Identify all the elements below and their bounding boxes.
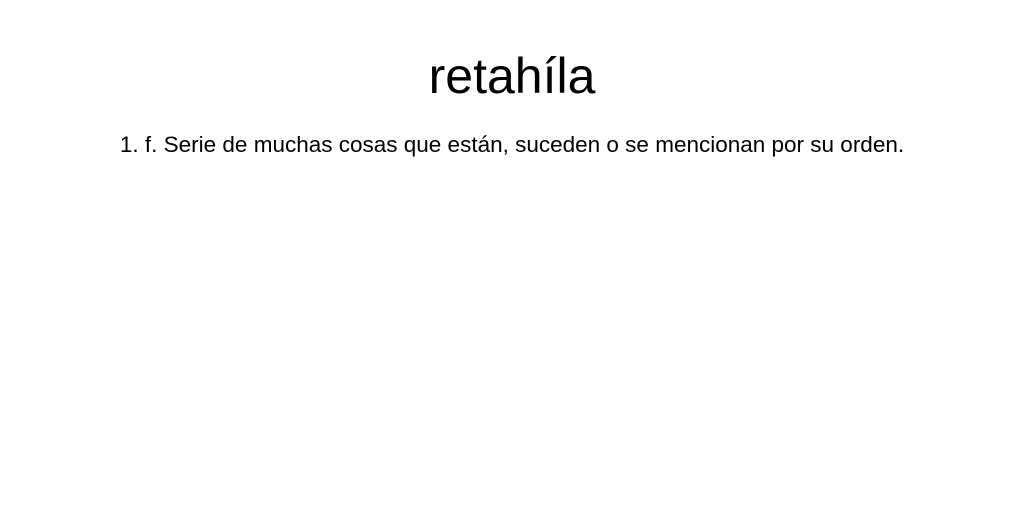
entry-headword: retahíla — [428, 48, 596, 104]
definition-1: 1. f. Serie de muchas cosas que están, suceden o se mencionan por su orden. — [119, 132, 905, 157]
